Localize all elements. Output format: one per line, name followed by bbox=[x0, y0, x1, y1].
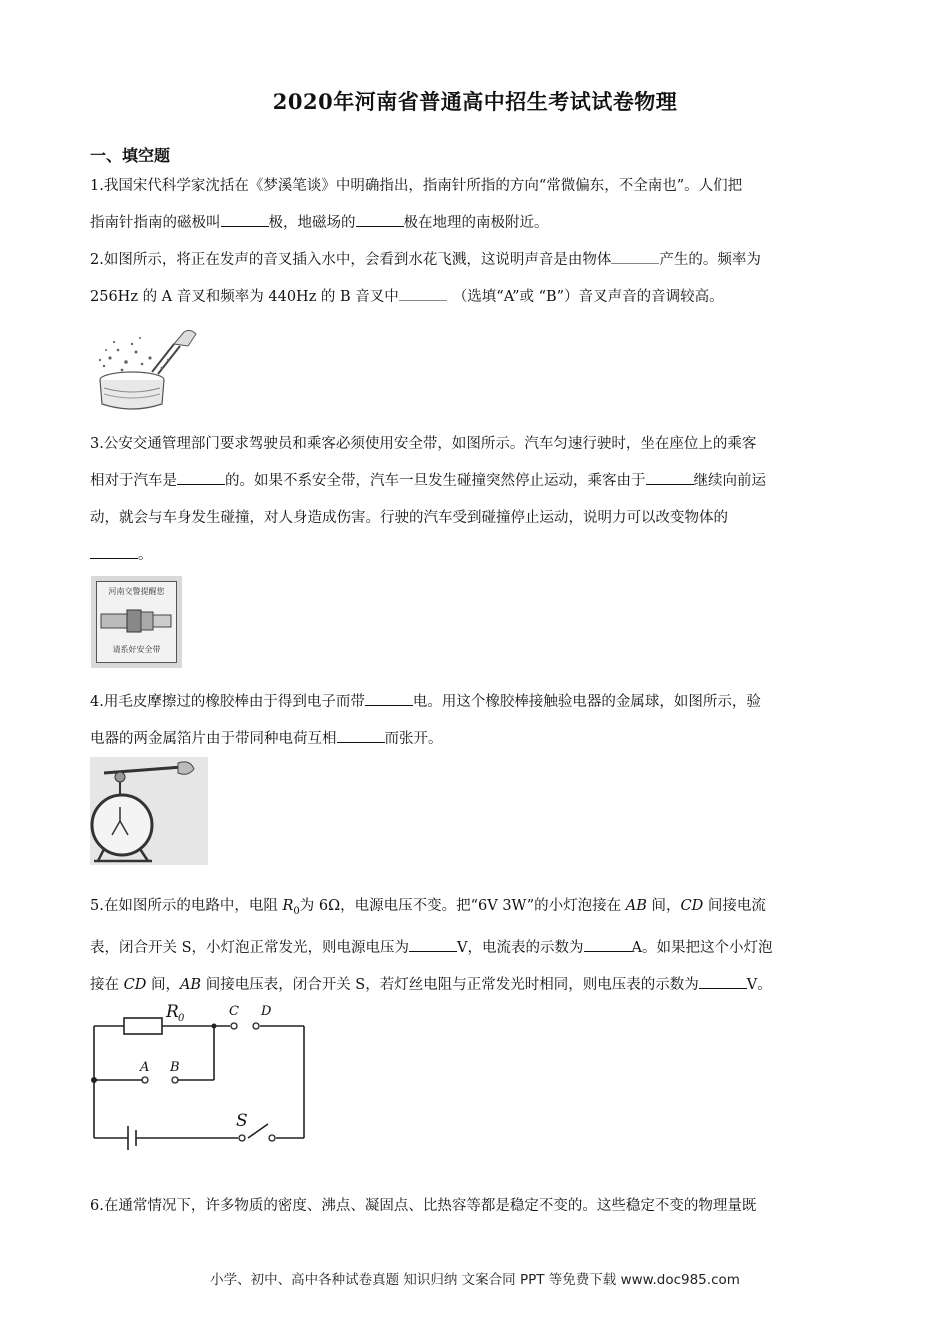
answer-blank bbox=[584, 951, 632, 952]
answer-blank bbox=[337, 742, 385, 743]
answer-blank bbox=[399, 300, 447, 301]
answer-blank bbox=[177, 484, 225, 485]
label-r0: R bbox=[166, 1002, 179, 1022]
sign-bottom-text: 请系好安全带 bbox=[112, 645, 161, 654]
answer-blank bbox=[356, 226, 404, 227]
label-s: S bbox=[236, 1111, 248, 1131]
section-heading: 一、填空题 bbox=[90, 146, 171, 165]
seatbelt-sign-figure bbox=[91, 576, 182, 668]
answer-blank bbox=[221, 226, 269, 227]
q3-line-2: 相对于汽车是 的。如果不系安全带，汽车一旦发生碰撞突然停止运动，乘客由于 继续向前运 bbox=[90, 473, 766, 489]
label-d: D bbox=[261, 1004, 272, 1019]
page-footer: 小学、初中、高中各种试卷真题 知识归纳 文案合同 PPT 等免费下载 www.doc985.com bbox=[210, 1272, 740, 1288]
q5-line-2: 表，闭合开关 S，小灯泡正常发光，则电源电压为 V，电流表的示数为 A。如果把这个小灯泡 bbox=[90, 939, 773, 956]
label-r0-sub: 0 bbox=[178, 1013, 185, 1024]
question-5 bbox=[90, 888, 860, 1004]
question-2 bbox=[90, 242, 860, 316]
question-4 bbox=[90, 684, 860, 758]
q3-line-1: 3.公安交通管理部门要求驾驶员和乘客必须使用安全带，如图所示。汽车匀速行驶时，坐在座位上的乘客 bbox=[90, 436, 757, 452]
q2-line-2: 256Hz 的 A 音叉和频率为 440Hz 的 B 音叉中 （选填“A”或 “B”）音叉声音的音调较高。 bbox=[90, 289, 724, 305]
answer-blank bbox=[365, 705, 413, 706]
label-b: B bbox=[170, 1060, 180, 1075]
label-c: C bbox=[229, 1004, 239, 1019]
q4-line-2: 电器的两金属箔片由于带同种电荷互相 而张开。 bbox=[90, 731, 443, 747]
q6-line-1: 6.在通常情况下，许多物质的密度、沸点、凝固点、比热容等都是稳定不变的。这些稳定不变的物理量既 bbox=[90, 1198, 757, 1214]
electroscope-figure bbox=[90, 757, 208, 865]
q2-line-1: 2.如图所示，将正在发声的音叉插入水中，会看到水花飞溅，这说明声音是由物体 产生的。频率为 bbox=[90, 252, 761, 268]
answer-blank bbox=[646, 484, 694, 485]
q3-line-3: 动，就会与车身发生碰撞，对人身造成伤害。行驶的汽车受到碰撞停止运动，说明力可以改变物体的 bbox=[90, 510, 728, 526]
q5-line-1: 5.在如图所示的电路中，电阻 $R_0$为 6Ω，电源电压不变。把“6V 3W”的小灯泡接在 AB 间，CD 间接电流 bbox=[90, 898, 766, 917]
q1-line-2: 指南针指南的磁极叫 极，地磁场的 极在地理的南极附近。 bbox=[90, 215, 549, 231]
label-a: A bbox=[140, 1060, 150, 1075]
circuit-diagram bbox=[88, 998, 310, 1150]
answer-blank bbox=[699, 988, 747, 989]
q1-line-1: 1.我国宋代科学家沈括在《梦溪笔谈》中明确指出，指南针所指的方向“常微偏东，不全南也”。人们把 bbox=[90, 178, 743, 194]
sign-top-text: 河南交警提醒您 bbox=[108, 587, 165, 596]
q5-line-3: 接在 CD 间，AB 间接电压表，闭合开关 S，若灯丝电阻与正常发光时相同，则电压表的示数为 V。 bbox=[90, 976, 772, 993]
question-1 bbox=[90, 168, 860, 242]
question-3 bbox=[90, 426, 860, 574]
answer-blank bbox=[611, 263, 659, 264]
q4-line-1: 4.用毛皮摩擦过的橡胶棒由于得到电子而带 电。用这个橡胶棒接触验电器的金属球，如图所示，验 bbox=[90, 694, 761, 710]
answer-blank bbox=[409, 951, 457, 952]
page-title: 2020年河南省普通高中招生考试试卷物理 bbox=[272, 89, 678, 114]
q3-line-4: 。 bbox=[90, 537, 860, 574]
answer-blank bbox=[90, 558, 138, 559]
question-6 bbox=[90, 1188, 860, 1225]
tuning-fork-figure bbox=[92, 322, 200, 412]
